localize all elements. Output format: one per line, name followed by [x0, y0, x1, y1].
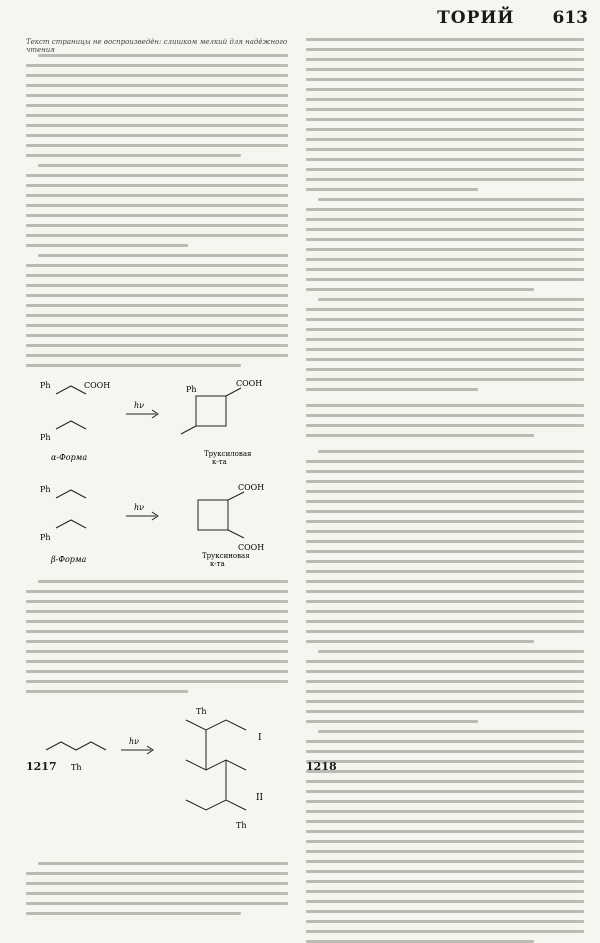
hv-label-2: hν — [134, 503, 145, 512]
ph-label-3: Ph — [186, 385, 197, 394]
beta-form-diagram — [26, 478, 288, 572]
cooh-label-4: COOH — [238, 543, 265, 552]
truxillic-acid-label-2: к-та — [212, 458, 227, 466]
th-label-2: Th — [196, 707, 207, 716]
hv-label-3: hν — [129, 737, 140, 746]
th-label-3: Th — [236, 821, 247, 830]
thiophene-polymer-svg — [26, 700, 288, 850]
roman-one: I — [258, 733, 262, 743]
beta-form-svg — [26, 478, 288, 568]
text-placeholder-note: Текст страницы не воспроизведён: слишком мелкий для надёжного чтения — [26, 38, 288, 54]
roman-two: II — [256, 793, 264, 803]
truxillic-acid-label: Труксиловая — [204, 450, 252, 458]
truxinic-acid-label: Труксиновая — [202, 552, 250, 560]
alpha-form-svg — [26, 374, 288, 466]
page-number-right: 1218 — [306, 760, 337, 773]
alpha-form-label: α-Форма — [51, 453, 88, 462]
ph-label-1: Ph — [40, 381, 51, 390]
running-title: ТОРИЙ — [437, 8, 515, 28]
right-column — [306, 38, 584, 745]
th-label-1: Th — [71, 763, 82, 772]
ph-label-5: Ph — [40, 533, 51, 542]
cooh-label-1: COOH — [84, 381, 111, 390]
beta-form-label: β-Форма — [51, 555, 87, 564]
page-number-left: 1217 — [26, 760, 57, 773]
thiophene-polymer-diagram — [26, 700, 288, 854]
truxinic-acid-label-2: к-та — [210, 560, 225, 568]
alpha-form-diagram — [26, 374, 288, 470]
cooh-label-3: COOH — [238, 483, 265, 492]
hv-label-1: hν — [134, 401, 145, 410]
page-header — [300, 8, 588, 36]
cooh-label-2: COOH — [236, 379, 263, 388]
ph-label-4: Ph — [40, 485, 51, 494]
ph-label-2: Ph — [40, 433, 51, 442]
page-number-top: 613 — [552, 8, 588, 28]
